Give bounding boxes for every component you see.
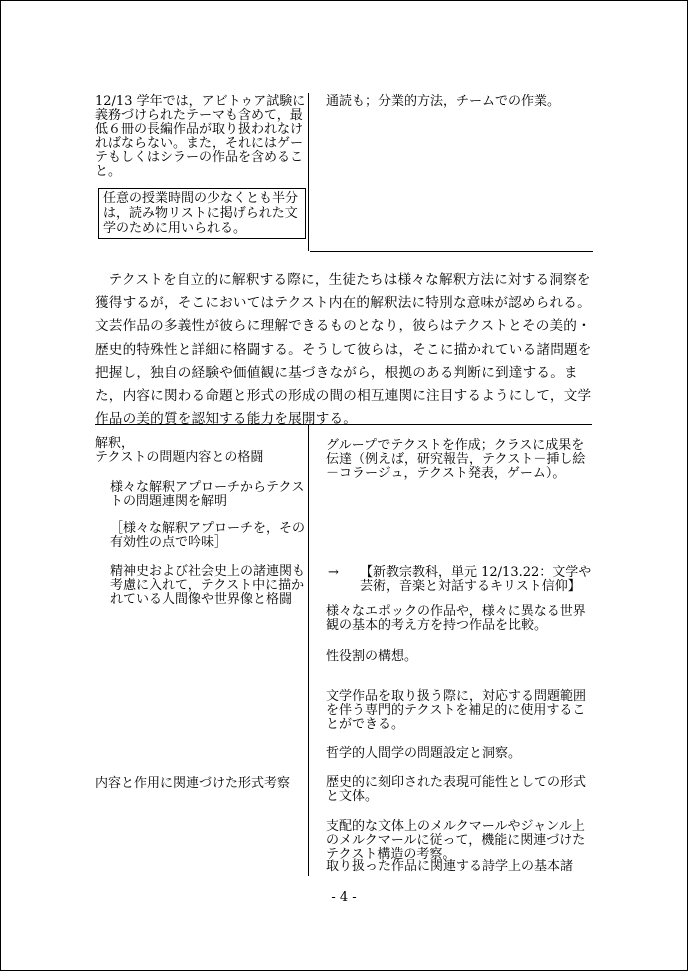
table-left-heading-2: テクストの問題内容との格闘: [95, 450, 264, 465]
table-right-5: 哲学的人間学の問題設定と洞察。: [326, 746, 522, 761]
column-divider-top: [308, 93, 309, 251]
top-right-text: 通読も；分業的方法，チームでの作業。: [326, 94, 561, 109]
table-left-heading-1: 解釈，: [95, 436, 135, 451]
table-right-1: グループでテクストを作成；クラスに成果を伝達（例えば，研究報告，テクスト－挿し絵－コラージュ，テクスト発表，ゲーム）。: [326, 438, 586, 481]
boxed-note: 任意の授業時間の少なくとも半分は，読み物リストに掲げられた文学のために用いられる。: [98, 188, 306, 239]
arrow-icon: →: [328, 565, 339, 580]
table-left-item-2: ［様々な解釈アプローチを，その有効性の点で吟味］: [110, 521, 306, 550]
table-right-2: 様々なエポックの作品や，様々に異なる世界観の基本的考え方を持つ作品を比較。: [326, 604, 586, 633]
table-right-4: 文学作品を取り扱う際に，対応する問題範囲を伴う専門的テクストを補足的に使用することができる。: [326, 689, 587, 732]
main-paragraph: テクストを自立的に解釈する際に，生徒たちは様々な解釈方法に対する洞察を獲得するが，そこにおいてはテクスト内在的解釈法に特別な意味が認められる。文芸作品の多義性が彼らに理解できるものとなり，彼らはテクストとその美的・歴史的特殊性と詳細に格闘する。そうして彼らは，そこに描かれている諸問題を把握し，独自の経験や価値観に基づきながら，根拠のある判断に到達する。また，内容に関わる命題と形式の形成の間の相互連関に注目するようにして，文学作品の美的質を認知する能力を展開する。: [95, 272, 592, 428]
table-left-item-4: 内容と作用に関連づけた形式考察: [95, 776, 291, 791]
table-right-7: 支配的な文体上のメルクマールやジャンル上のメルクマールに従って，機能に関連づけたテクスト構造の考察。: [326, 819, 586, 862]
top-left-text: 12/13 学年では，アビトゥア試験に義務づけられたテーマも含めて，最低６冊の長編作品が取り扱われなければならない。また，それにはゲーテもしくはシラーの作品を含めること。: [95, 94, 306, 179]
table-right-3: 性役割の構想。: [326, 649, 418, 664]
column-divider-bottom: [308, 424, 309, 876]
page-number: - 4 -: [331, 890, 357, 905]
table-left-item-3: 精神史および社会史上の諸連関も考慮に入れて，テクスト中に描かれている人間像や世界像と格闘: [110, 564, 306, 607]
divider-top-right: [310, 251, 593, 252]
divider-main: [95, 424, 592, 425]
cross-reference: 【新教宗教科，単元 12/13.22：文学や芸術，音楽と対話するキリスト信仰】: [360, 565, 592, 594]
table-right-8: 取り扱った作品に関連する詩学上の基本諸: [326, 859, 574, 874]
table-left-item-1: 様々な解釈アプローチからテクストの問題連関を解明: [110, 480, 305, 509]
table-right-6: 歴史的に刻印された表現可能性としての形式と文体。: [326, 775, 587, 804]
